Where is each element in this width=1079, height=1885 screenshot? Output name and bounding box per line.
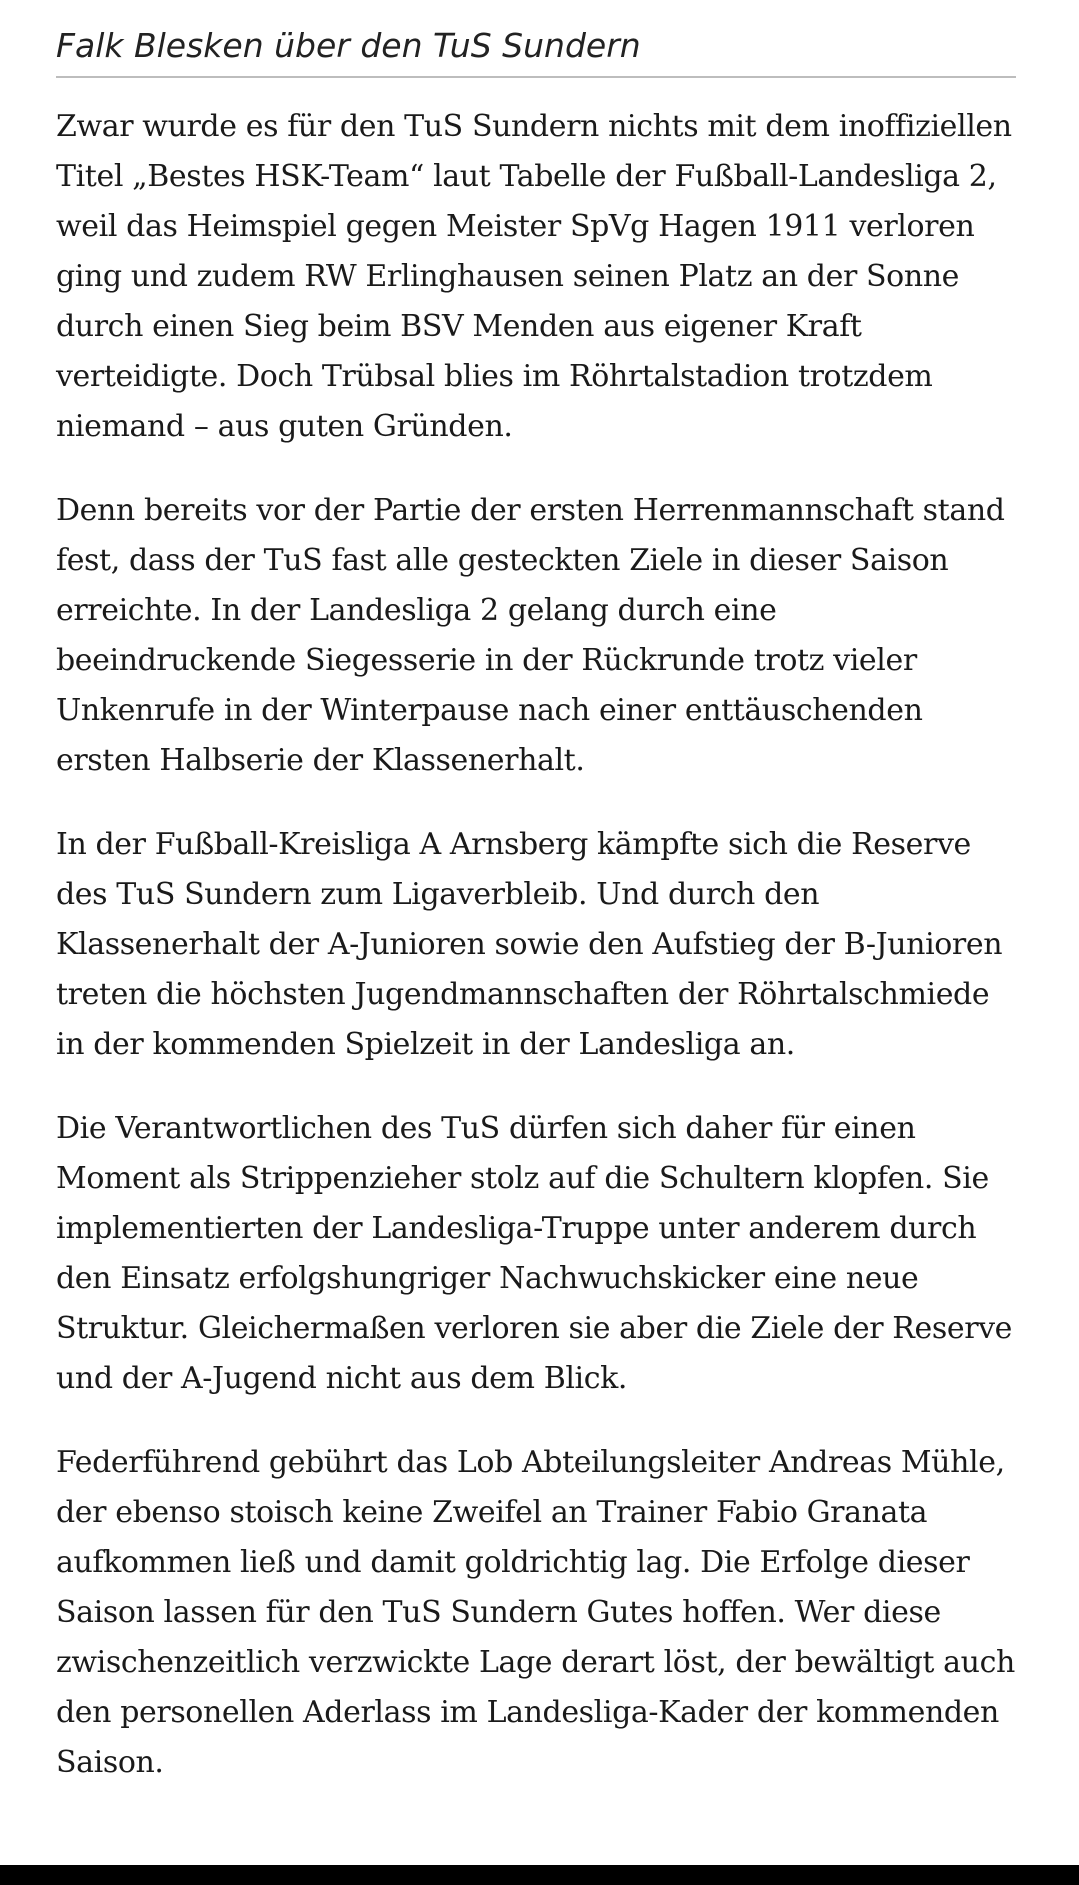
article-body (56, 102, 1016, 1788)
paragraph-4: Die Verantwortlichen des TuS dürfen sich daher für einen Moment als Strippenzieher stolz auf die Schultern klopfen. Sie implementierten der Landesliga-Truppe unter anderem durch den Einsatz erfolgshungriger Nachwuchskicker eine neue Struktur. Gleichermaßen verloren sie aber die Ziele der Reserve und der A-Jugend nicht aus dem Blick. (56, 1111, 1013, 1396)
paragraph-3: In der Fußball-Kreisliga A Arnsberg kämpfte sich die Reserve des TuS Sundern zum Ligaverbleib. Und durch den Klassenerhalt der A-Junioren sowie den Aufstieg der B-Junioren treten die höchsten Jugendmannschaften der Röhrtalschmiede in der kommenden Spielzeit in der Landesliga an. (56, 827, 1003, 1062)
paragraph-2: Denn bereits vor der Partie der ersten Herrenmannschaft stand fest, dass der TuS fast alle gesteckten Ziele in dieser Saison erreichte. In der Landesliga 2 gelang durch eine beeindruckende Siegesserie in der Rückrunde trotz vieler Unkenrufe in der Winterpause nach einer enttäuschenden ersten Halbserie der Klassenerhalt. (56, 493, 1005, 778)
bottom-bar (0, 1865, 1079, 1885)
article-byline: Falk Blesken über den TuS Sundern (56, 20, 1016, 78)
paragraph-1: Zwar wurde es für den TuS Sundern nichts mit dem inoffiziellen Titel „Bestes HSK-Team“ laut Tabelle der Fußball-Landesliga 2, weil das Heimspiel gegen Meister SpVg Hagen 1911 verloren ging und zudem RW Erlinghausen seinen Platz an der Sonne durch einen Sieg beim BSV Menden aus eigener Kraft verteidigte. Doch Trübsal blies im Röhrtalstadion trotzdem niemand – aus guten Gründen. (56, 109, 1012, 444)
paragraph-5: Federführend gebührt das Lob Abteilungsleiter Andreas Mühle, der ebenso stoisch keine Zweifel an Trainer Fabio Granata aufkommen ließ und damit goldrichtig lag. Die Erfolge dieser Saison lassen für den TuS Sundern Gutes hoffen. Wer diese zwischenzeitlich verzwickte Lage derart löst, der bewältigt auch den personellen Aderlass im Landesliga-Kader der kommenden Saison. (56, 1445, 1015, 1780)
article (56, 20, 1016, 1822)
